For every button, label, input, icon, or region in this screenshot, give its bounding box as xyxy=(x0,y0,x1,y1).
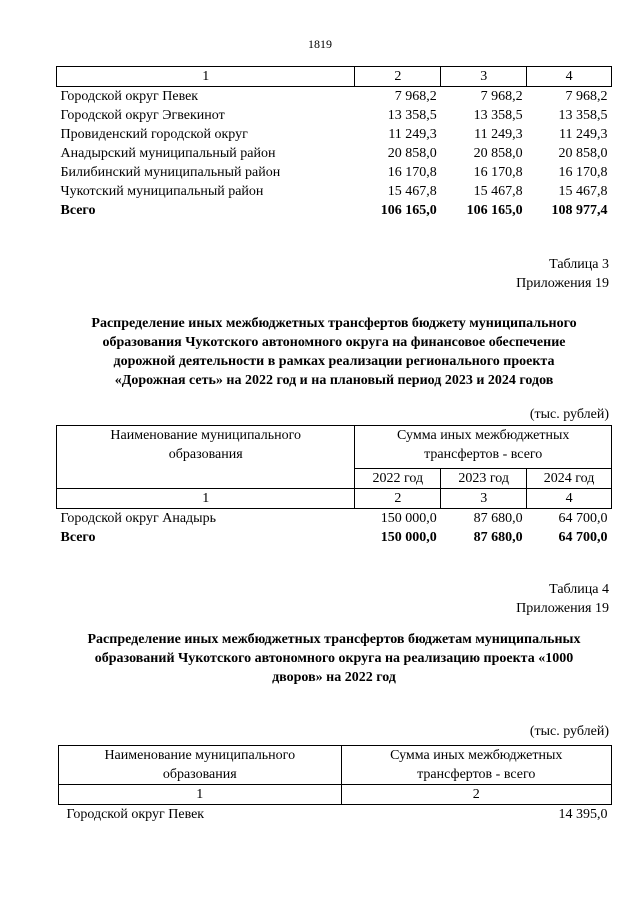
header-name-line1: Наименование муниципального xyxy=(104,748,296,763)
heading-line: Распределение иных межбюджетных трансфертов бюджету муниципального xyxy=(91,316,577,331)
heading-line: дворов» на 2022 год xyxy=(272,670,396,685)
value-2024: 16 170,8 xyxy=(558,165,608,180)
header-row xyxy=(57,426,612,469)
header-name-line2: образования xyxy=(168,447,243,462)
year-2024-header: 2024 год xyxy=(527,469,612,489)
header-sum-cell xyxy=(341,746,611,785)
value-2023: 7 968,2 xyxy=(480,89,523,104)
table4 xyxy=(58,745,612,824)
table-row xyxy=(57,163,612,182)
table4-units: (тыс. рублей) xyxy=(529,724,609,739)
table3-units: (тыс. рублей) xyxy=(529,407,609,422)
value-2022: 14 395,0 xyxy=(558,807,608,822)
value-2024: 20 858,0 xyxy=(558,146,608,161)
total-label: Всего xyxy=(60,203,96,218)
table3-label xyxy=(516,255,609,293)
column-number: 2 xyxy=(341,785,611,805)
table-row xyxy=(57,509,612,529)
value-2023: 20 858,0 xyxy=(473,146,523,161)
column-number: 2 xyxy=(355,489,441,509)
value-2023: 15 467,8 xyxy=(473,184,523,199)
column-number: 2 xyxy=(355,67,441,87)
value-2022: 150 000,0 xyxy=(380,511,437,526)
total-row xyxy=(57,528,612,547)
header-sum-line2: трансфертов - всего xyxy=(424,447,543,462)
municipality-name: Анадырский муниципальный район xyxy=(60,146,276,161)
header-sum-line1: Сумма иных межбюджетных xyxy=(397,428,570,443)
total-2023: 87 680,0 xyxy=(473,530,523,545)
total-2022: 106 165,0 xyxy=(380,203,437,218)
column-number-row xyxy=(59,785,612,805)
table-row xyxy=(57,144,612,163)
table3-number: Таблица 3 xyxy=(549,257,609,272)
value-2023: 11 249,3 xyxy=(474,127,523,142)
value-2023: 87 680,0 xyxy=(473,511,523,526)
table-row xyxy=(57,125,612,144)
heading-line: образований Чукотского автономного округа на реализацию проекта «1000 xyxy=(94,651,574,666)
value-2023: 13 358,5 xyxy=(473,108,523,123)
page-number: 1819 xyxy=(308,37,332,51)
value-2024: 15 467,8 xyxy=(558,184,608,199)
column-number: 1 xyxy=(59,785,342,805)
column-number: 3 xyxy=(441,67,527,87)
value-2022: 16 170,8 xyxy=(387,165,437,180)
value-2022: 15 467,8 xyxy=(387,184,437,199)
table3-appendix: Приложения 19 xyxy=(516,276,609,291)
table4-appendix: Приложения 19 xyxy=(516,601,609,616)
table3-heading xyxy=(50,314,618,390)
table-row xyxy=(57,106,612,125)
total-row xyxy=(57,201,612,220)
column-number-row xyxy=(57,489,612,509)
heading-line: «Дорожная сеть» на 2022 год и на плановый период 2023 и 2024 годов xyxy=(114,373,554,388)
header-row xyxy=(59,746,612,785)
table-row xyxy=(57,182,612,201)
municipality-name: Провиденский городской округ xyxy=(60,127,248,142)
value-2022: 11 249,3 xyxy=(388,127,437,142)
total-2022: 150 000,0 xyxy=(380,530,437,545)
header-name-line2: образования xyxy=(162,767,237,782)
column-number-row xyxy=(57,67,612,87)
header-name-line1: Наименование муниципального xyxy=(110,428,302,443)
total-2024: 108 977,4 xyxy=(551,203,608,218)
value-2022: 20 858,0 xyxy=(387,146,437,161)
value-2024: 64 700,0 xyxy=(558,511,608,526)
column-number: 1 xyxy=(57,489,355,509)
header-sum-line1: Сумма иных межбюджетных xyxy=(390,748,563,763)
total-2024: 64 700,0 xyxy=(558,530,608,545)
table4-heading xyxy=(50,630,618,687)
heading-line: Распределение иных межбюджетных трансфертов бюджетам муниципальных xyxy=(87,632,581,647)
municipality-name: Билибинский муниципальный район xyxy=(60,165,281,180)
table4-number: Таблица 4 xyxy=(549,582,609,597)
heading-line: дорожной деятельности в рамках реализации регионального проекта xyxy=(113,354,555,369)
column-number: 3 xyxy=(441,489,527,509)
header-name-cell xyxy=(57,426,355,489)
header-name-cell xyxy=(59,746,342,785)
header-sum-cell xyxy=(355,426,612,469)
value-2023: 16 170,8 xyxy=(473,165,523,180)
value-2024: 7 968,2 xyxy=(565,89,608,104)
municipality-name: Городской округ Эгвекинот xyxy=(60,108,225,123)
heading-line: образования Чукотского автономного округа на финансовое обеспечение xyxy=(102,335,566,350)
table-row xyxy=(59,805,612,825)
total-label: Всего xyxy=(60,530,96,545)
table4-label xyxy=(516,580,609,618)
value-2024: 13 358,5 xyxy=(558,108,608,123)
transfers-table-continued xyxy=(56,66,612,220)
column-number: 4 xyxy=(527,489,612,509)
year-2023-header: 2023 год xyxy=(441,469,527,489)
municipality-name: Городской округ Певек xyxy=(60,89,199,104)
municipality-name: Чукотский муниципальный район xyxy=(60,184,264,199)
municipality-name: Городской округ Певек xyxy=(66,807,205,822)
column-number: 4 xyxy=(527,67,612,87)
total-2023: 106 165,0 xyxy=(466,203,523,218)
header-sum-line2: трансфертов - всего xyxy=(417,767,536,782)
value-2024: 11 249,3 xyxy=(559,127,608,142)
municipality-name: Городской округ Анадырь xyxy=(60,511,216,526)
table3 xyxy=(56,425,612,547)
value-2022: 7 968,2 xyxy=(394,89,437,104)
column-number: 1 xyxy=(57,67,355,87)
year-2022-header: 2022 год xyxy=(355,469,441,489)
table-row xyxy=(57,87,612,107)
value-2022: 13 358,5 xyxy=(387,108,437,123)
